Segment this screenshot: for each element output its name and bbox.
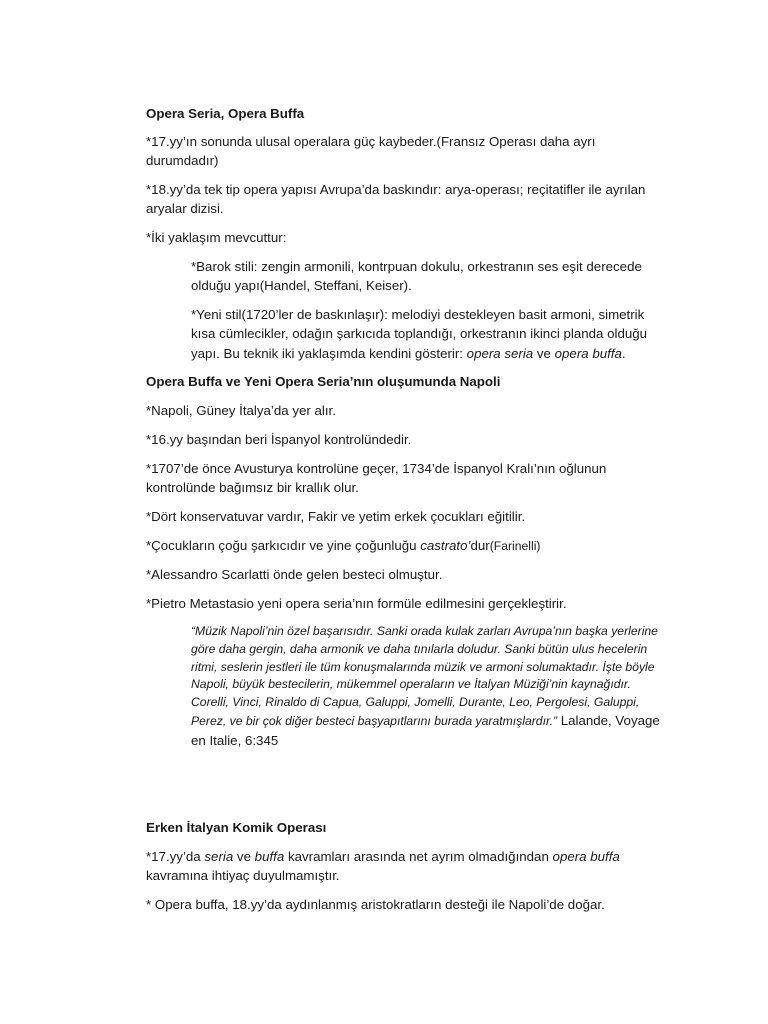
text-run: . (621, 346, 626, 361)
paragraph-18yy-line1: *18.yy’da tek tip opera yapısı Avrupa’da baskındır: arya-operası; reçitatifler ile ayrılan (146, 182, 646, 197)
bullet-conservatories: *Dört konservatuvar vardır, Fakir ve yetim erkek çocukları eğitilir. (146, 509, 526, 524)
subitem-baroque-line1: *Barok stili: zengin armonili, kontrpuan dokulu, orkestranın ses eşit derecede (191, 259, 642, 274)
text-run: *Çocukların çoğu şarkıcıdır ve yine çoğunluğu (146, 538, 421, 553)
subitem-new-style-line3 (191, 344, 626, 364)
section-heading-napoli: Opera Buffa ve Yeni Opera Seria’nın oluşumunda Napoli (146, 374, 501, 389)
text-run-farinelli: (Farinelli) (489, 539, 541, 553)
section-heading-early-comic-opera: Erken İtalyan Komik Operası (146, 820, 327, 835)
quote-line3: ritmi, seslerin jestleri ile tüm konuşmalarında müzik ve armoni solumaktadır. İşte böyle (191, 660, 655, 674)
italic-term-castrato: castrato’ (420, 538, 471, 553)
italic-term-opera-buffa: opera buffa (552, 849, 620, 864)
text-run: *17.yy’da (146, 849, 205, 864)
bullet-spanish-control: *16.yy başından beri İspanyol kontrolündedir. (146, 432, 412, 447)
italic-term-buffa: buffa (254, 849, 285, 864)
text-run: kavramları arasında net ayrım olmadığından (284, 849, 553, 864)
quote-text-run: Perez, ve bir çok diğer besteci başyapıtlarını burada yaratmışlardır.” (191, 714, 558, 728)
paragraph-seria-buffa-line1 (146, 847, 620, 867)
quote-line5: Corelli, Vinci, Rinaldo di Capua, Galuppi, Jomelli, Durante, Leo, Pergolesi, Galuppi, (191, 695, 640, 709)
italic-term-seria: seria (204, 849, 234, 864)
quote-line2: göre daha gergin, daha armonik ve daha tınılarla doludur. Sanki bütün ulus hecelerin (191, 642, 648, 656)
text-run: ve (533, 346, 555, 361)
paragraph-17yy-line1: *17.yy’ın sonunda ulusal operalara güç kaybeder.(Fransız Operası daha ayrı (146, 134, 596, 149)
bullet-scarlatti: *Alessandro Scarlatti önde gelen besteci olmuştur. (146, 567, 443, 582)
section-heading-opera-seria-buffa: Opera Seria, Opera Buffa (146, 106, 305, 121)
quote-line6 (191, 712, 660, 731)
quote-citation-line2: en Italie, 6:345 (191, 733, 279, 748)
paragraph-opera-buffa-birth: * Opera buffa, 18.yy’da aydınlanmış aristokratların desteği ile Napoli’de doğar. (146, 897, 605, 912)
text-run: yapı. Bu teknik iki yaklaşımda kendini gösterir: (191, 346, 467, 361)
subitem-new-style-line2: kısa cümlecikler, odağın şarkıcıda toplandığı, orkestranın ikinci planda olduğu (191, 326, 648, 341)
quote-line1: “Müzik Napoli’nin özel başarısıdır. Sanki orada kulak zarları Avrupa’nın başka yerlerine (191, 624, 658, 638)
bullet-1707-line2: kontrolünde bağımsız bir krallık olur. (146, 480, 359, 495)
subitem-new-style-line1: *Yeni stil(1720’ler de baskınlaşır): melodiyi destekleyen basit armoni, simetrik (191, 307, 645, 322)
italic-term-opera-buffa: opera buffa (554, 346, 622, 361)
paragraph-seria-buffa-line2: kavramına ihtiyaç duyulmamıştır. (146, 868, 340, 883)
text-run: dur (470, 538, 490, 553)
italic-term-opera-seria: opera seria (466, 346, 534, 361)
bullet-napoli-location: *Napoli, Güney İtalya’da yer alır. (146, 403, 336, 418)
quote-citation: Lalande, Voyage (557, 713, 660, 728)
bullet-1707-line1: *1707’de önce Avusturya kontrolüne geçer, 1734’de İspanyol Kralı’nın oğlunun (146, 461, 607, 476)
paragraph-two-approaches: *İki yaklaşım mevcuttur: (146, 230, 287, 245)
quote-line4: Napoli, büyük bestecilerin, mükemmel operaların ve İtalyan Müziği’nin kaynağıdır. (191, 677, 631, 691)
text-run: ve (233, 849, 255, 864)
paragraph-17yy-line2: durumdadır) (146, 153, 219, 168)
subitem-baroque-line2: olduğu yapı(Handel, Steffani, Keiser). (191, 278, 412, 293)
paragraph-18yy-line2: aryalar dizisi. (146, 201, 224, 216)
bullet-metastasio: *Pietro Metastasio yeni opera seria’nın formüle edilmesini gerçekleştirir. (146, 596, 567, 611)
bullet-castrato (146, 536, 541, 557)
